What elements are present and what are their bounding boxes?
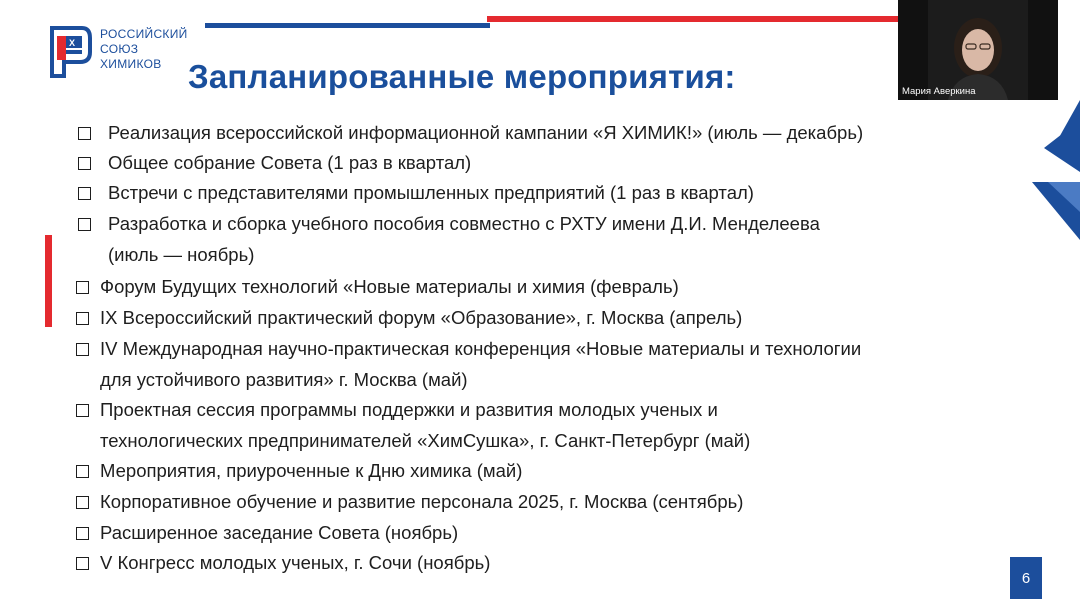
bullet-checkbox-icon <box>78 157 91 170</box>
top-blue-stripe <box>205 23 490 28</box>
top-red-stripe <box>487 16 907 22</box>
list-item: IV Международная научно-практическая конференция «Новые материалы и технологии <box>100 338 862 359</box>
list-item: Расширенное заседание Совета (ноябрь) <box>100 522 459 543</box>
list-item-continuation: технологических предпринимателей «ХимСушка», г. Санкт-Петербург (май) <box>100 430 751 451</box>
list-item-continuation: для устойчивого развития» г. Москва (май) <box>100 369 468 390</box>
logo-line-2: СОЮЗ <box>100 42 139 56</box>
list-item: Разработка и сборка учебного пособия совместно с РХТУ имени Д.И. Менделеева <box>108 213 820 234</box>
bullet-checkbox-icon <box>76 465 89 478</box>
list-item: Общее собрание Совета (1 раз в квартал) <box>108 152 472 173</box>
participant-name: Мария Аверкина <box>902 86 976 97</box>
list-item-continuation: (июль — ноябрь) <box>108 244 255 265</box>
bullet-checkbox-icon <box>76 343 89 356</box>
bullet-checkbox-icon <box>78 218 91 231</box>
bullet-checkbox-icon <box>76 557 89 570</box>
webcam-video-tile[interactable] <box>898 0 1058 100</box>
list-item: Проектная сессия программы поддержки и развития молодых ученых и <box>100 399 718 420</box>
list-item: IX Всероссийский практический форум «Образование», г. Москва (апрель) <box>100 307 743 328</box>
bullet-checkbox-icon <box>76 527 89 540</box>
svg-text:X: X <box>69 38 76 48</box>
logo-line-1: РОССИЙСКИЙ <box>100 27 188 41</box>
list-item: V Конгресс молодых ученых, г. Сочи (ноябрь) <box>100 552 491 573</box>
page-number-badge: 6 <box>1010 557 1042 599</box>
list-item: Встречи с представителями промышленных предприятий (1 раз в квартал) <box>108 182 754 203</box>
left-red-accent-bar <box>45 235 52 327</box>
list-item: Форум Будущих технологий «Новые материалы и химия (февраль) <box>100 276 679 297</box>
list-item: Реализация всероссийской информационной кампании «Я ХИМИК!» (июль — декабрь) <box>108 122 864 143</box>
logo-mark-icon <box>48 24 92 78</box>
list-item: Корпоративное обучение и развитие персонала 2025, г. Москва (сентябрь) <box>100 491 744 512</box>
participant-video-icon <box>898 0 1058 100</box>
logo-line-3: ХИМИКОВ <box>100 57 162 71</box>
bullet-checkbox-icon <box>76 312 89 325</box>
bullet-checkbox-icon <box>78 127 91 140</box>
bullet-checkbox-icon <box>78 187 91 200</box>
decorative-chevrons-icon <box>1024 100 1080 250</box>
slide-title: Запланированные мероприятия: <box>188 58 736 95</box>
bullet-checkbox-icon <box>76 496 89 509</box>
list-item: Мероприятия, приуроченные к Дню химика (май) <box>100 460 523 481</box>
logo-text <box>100 27 188 72</box>
bullet-checkbox-icon <box>76 281 89 294</box>
organization-logo <box>46 24 206 84</box>
bullet-checkbox-icon <box>76 404 89 417</box>
